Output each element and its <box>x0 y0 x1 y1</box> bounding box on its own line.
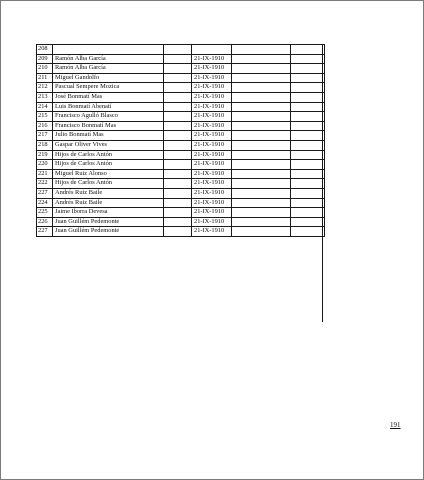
blank-cell <box>164 45 192 55</box>
blank-cell <box>232 140 291 150</box>
registry-table <box>36 44 325 237</box>
entry-number-cell: 212 <box>37 83 53 93</box>
blank-cell <box>164 140 192 150</box>
date-cell: 21-IX-1910 <box>192 64 232 74</box>
blank-cell <box>291 54 325 64</box>
entry-number-cell: 211 <box>37 73 53 83</box>
table-row <box>37 188 325 198</box>
table-row <box>37 227 325 237</box>
entry-number-cell: 215 <box>37 112 53 122</box>
blank-cell <box>291 198 325 208</box>
date-cell <box>192 45 232 55</box>
holder-name-cell: Andrés Ruiz Baile <box>53 198 164 208</box>
blank-cell <box>232 208 291 218</box>
entry-number-cell: 225 <box>37 208 53 218</box>
blank-cell <box>291 83 325 93</box>
blank-cell <box>164 150 192 160</box>
table-row <box>37 198 325 208</box>
entry-number-cell: 210 <box>37 64 53 74</box>
blank-cell <box>164 83 192 93</box>
blank-cell <box>164 179 192 189</box>
blank-cell <box>164 92 192 102</box>
blank-cell <box>164 208 192 218</box>
date-cell: 21-IX-1910 <box>192 160 232 170</box>
blank-cell <box>291 169 325 179</box>
blank-cell <box>232 188 291 198</box>
table-row <box>37 150 325 160</box>
blank-cell <box>164 121 192 131</box>
blank-cell <box>291 121 325 131</box>
holder-name-cell: Juan Guillém Pedemonte <box>53 227 164 237</box>
entry-number-cell: 214 <box>37 102 53 112</box>
holder-name-cell: Francisco Agulló Blasco <box>53 112 164 122</box>
table-row <box>37 121 325 131</box>
date-cell: 21-IX-1910 <box>192 227 232 237</box>
date-cell: 21-IX-1910 <box>192 121 232 131</box>
holder-name-cell: José Bonmatí Mas <box>53 92 164 102</box>
table-row <box>37 140 325 150</box>
entry-number-cell: 208 <box>37 45 53 55</box>
entry-number-cell: 227 <box>37 188 53 198</box>
blank-cell <box>232 131 291 141</box>
date-cell: 21-IX-1910 <box>192 140 232 150</box>
date-cell: 21-IX-1910 <box>192 217 232 227</box>
table-row <box>37 45 325 55</box>
blank-cell <box>232 227 291 237</box>
holder-name-cell: Gaspar Oliver Vives <box>53 140 164 150</box>
blank-cell <box>232 112 291 122</box>
blank-cell <box>232 73 291 83</box>
blank-cell <box>291 45 325 55</box>
blank-cell <box>232 121 291 131</box>
table-row <box>37 112 325 122</box>
entry-number-cell: 216 <box>37 121 53 131</box>
entry-number-cell: 221 <box>37 169 53 179</box>
table-row <box>37 54 325 64</box>
table-row <box>37 169 325 179</box>
entry-number-cell: 227 <box>37 227 53 237</box>
entry-number-cell: 224 <box>37 198 53 208</box>
entry-number-cell: 213 <box>37 92 53 102</box>
blank-cell <box>232 217 291 227</box>
blank-cell <box>291 73 325 83</box>
date-cell: 21-IX-1910 <box>192 169 232 179</box>
blank-cell <box>164 131 192 141</box>
page-number: 191 <box>390 421 401 429</box>
holder-name-cell: Juan Guillém Pedemonte <box>53 217 164 227</box>
blank-cell <box>291 102 325 112</box>
blank-cell <box>232 179 291 189</box>
blank-cell <box>164 169 192 179</box>
date-cell: 21-IX-1910 <box>192 54 232 64</box>
blank-cell <box>164 198 192 208</box>
blank-cell <box>164 217 192 227</box>
table-row <box>37 92 325 102</box>
registry-table-body <box>37 45 325 237</box>
entry-number-cell: 219 <box>37 150 53 160</box>
blank-cell <box>291 227 325 237</box>
holder-name-cell: Hijos de Carlos Antón <box>53 150 164 160</box>
date-cell: 21-IX-1910 <box>192 208 232 218</box>
blank-cell <box>232 54 291 64</box>
blank-cell <box>291 150 325 160</box>
blank-cell <box>232 150 291 160</box>
table-row <box>37 208 325 218</box>
blank-cell <box>232 102 291 112</box>
date-cell: 21-IX-1910 <box>192 112 232 122</box>
entry-number-cell: 217 <box>37 131 53 141</box>
blank-cell <box>232 160 291 170</box>
blank-cell <box>291 217 325 227</box>
entry-number-cell: 218 <box>37 140 53 150</box>
date-cell: 21-IX-1910 <box>192 83 232 93</box>
table-row <box>37 217 325 227</box>
blank-cell <box>164 73 192 83</box>
table-row <box>37 73 325 83</box>
table-row <box>37 64 325 74</box>
blank-cell <box>164 227 192 237</box>
blank-cell <box>164 64 192 74</box>
holder-name-cell: Luis Bonmatí Abenatí <box>53 102 164 112</box>
date-cell: 21-IX-1910 <box>192 198 232 208</box>
blank-cell <box>291 188 325 198</box>
blank-cell <box>164 160 192 170</box>
holder-name-cell: Francisco Bonmatí Mas <box>53 121 164 131</box>
holder-name-cell: Hijos de Carlos Antón <box>53 160 164 170</box>
entry-number-cell: 209 <box>37 54 53 64</box>
blank-cell <box>291 179 325 189</box>
date-cell: 21-IX-1910 <box>192 188 232 198</box>
table-row <box>37 102 325 112</box>
blank-cell <box>291 160 325 170</box>
blank-cell <box>291 112 325 122</box>
blank-cell <box>232 92 291 102</box>
entry-number-cell: 220 <box>37 160 53 170</box>
blank-cell <box>164 54 192 64</box>
holder-name-cell: Hijos de Carlos Antón <box>53 179 164 189</box>
holder-name-cell: Pascual Sempere Mozica <box>53 83 164 93</box>
holder-name-cell: Miguel Ruiz Alonso <box>53 169 164 179</box>
holder-name-cell: Miguel Gandolfo <box>53 73 164 83</box>
date-cell: 21-IX-1910 <box>192 131 232 141</box>
holder-name-cell <box>53 45 164 55</box>
holder-name-cell: Julio Bonmatí Mas <box>53 131 164 141</box>
holder-name-cell: Andrés Ruiz Baile <box>53 188 164 198</box>
blank-cell <box>164 188 192 198</box>
blank-cell <box>164 112 192 122</box>
entry-number-cell: 226 <box>37 217 53 227</box>
date-cell: 21-IX-1910 <box>192 73 232 83</box>
holder-name-cell: Ramón Alba García <box>53 54 164 64</box>
holder-name-cell: Jaime Iborra Devesa <box>53 208 164 218</box>
blank-cell <box>291 208 325 218</box>
entry-number-cell: 222 <box>37 179 53 189</box>
date-cell: 21-IX-1910 <box>192 179 232 189</box>
date-cell: 21-IX-1910 <box>192 92 232 102</box>
blank-cell <box>291 140 325 150</box>
table-row <box>37 160 325 170</box>
blank-cell <box>291 92 325 102</box>
holder-name-cell: Ramón Alba García <box>53 64 164 74</box>
table-right-border-line <box>322 44 323 322</box>
blank-cell <box>164 102 192 112</box>
blank-cell <box>232 83 291 93</box>
blank-cell <box>291 131 325 141</box>
blank-cell <box>232 64 291 74</box>
table-row <box>37 179 325 189</box>
date-cell: 21-IX-1910 <box>192 150 232 160</box>
blank-cell <box>291 64 325 74</box>
table-row <box>37 131 325 141</box>
table-row <box>37 83 325 93</box>
blank-cell <box>232 169 291 179</box>
blank-cell <box>232 45 291 55</box>
blank-cell <box>232 198 291 208</box>
date-cell: 21-IX-1910 <box>192 102 232 112</box>
